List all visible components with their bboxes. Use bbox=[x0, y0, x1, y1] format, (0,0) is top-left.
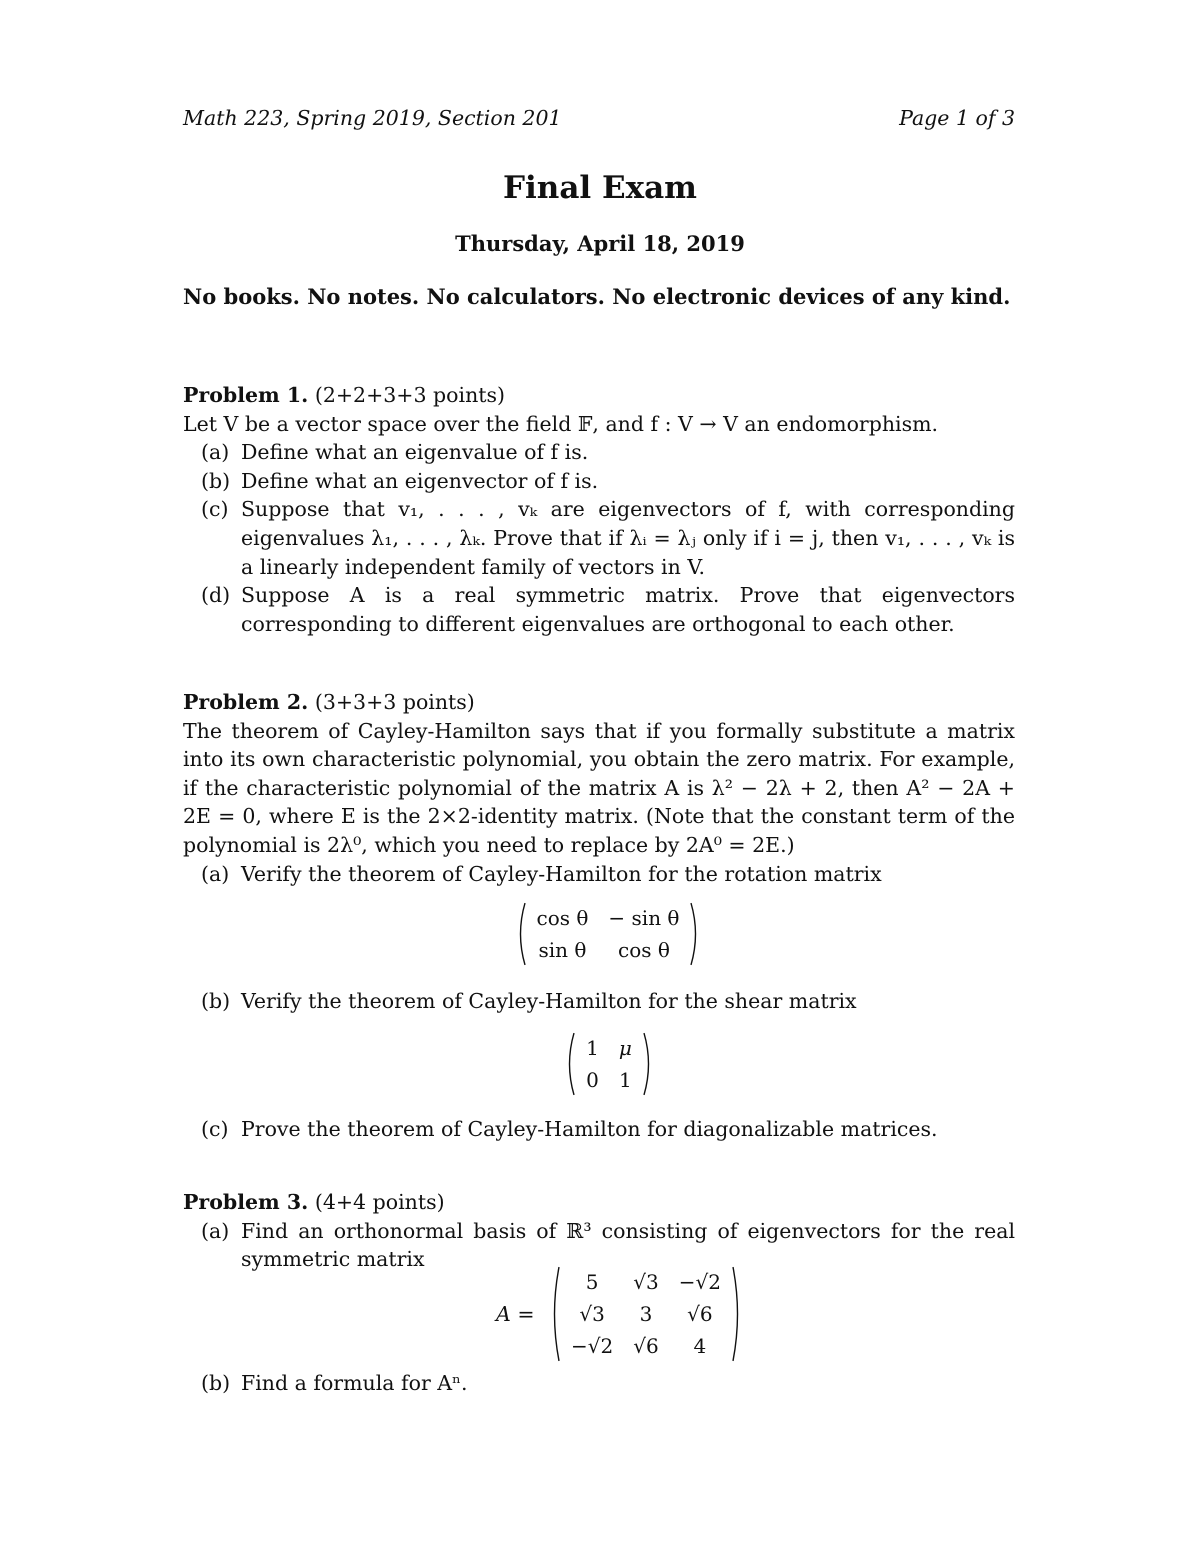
part-label: (d) bbox=[201, 583, 231, 608]
part-label: (a) bbox=[201, 440, 230, 465]
matrix-cell: 3 bbox=[639, 1302, 653, 1326]
matrix-cell: √6 bbox=[687, 1302, 713, 1326]
matrix-cell: 1 bbox=[586, 1036, 599, 1060]
part-text: Prove the theorem of Cayley-Hamilton for diagonalizable matrices. bbox=[241, 1117, 938, 1141]
exam-rules: No books. No notes. No calculators. No electronic devices of any kind. bbox=[183, 284, 1011, 309]
rotation-matrix bbox=[515, 902, 702, 966]
right-paren bbox=[731, 1266, 743, 1362]
matrix-cell: 0 bbox=[586, 1068, 599, 1092]
matrix-cell: √3 bbox=[579, 1302, 605, 1326]
problem-2-part-b bbox=[183, 987, 1015, 1016]
part-label: (a) bbox=[201, 861, 230, 886]
matrix-cell: −√2 bbox=[678, 1270, 721, 1294]
problem-3-title: Problem 3. bbox=[183, 1190, 309, 1214]
shear-matrix-entries bbox=[576, 1032, 642, 1096]
header-course: Math 223, Spring 2019, Section 201 bbox=[183, 106, 562, 130]
matrix-cell: cos θ bbox=[536, 906, 589, 930]
matrix-cell: −√2 bbox=[571, 1334, 614, 1358]
part-text: Suppose that v₁, . . . , vₖ are eigenvectors of f, with corresponding eigenvalues λ₁, . . . , λₖ. Prove that if λᵢ = λⱼ only if i = j, then v₁, . . . , vₖ is a linearly independent family of vectors in V. bbox=[241, 497, 1015, 579]
shear-matrix bbox=[564, 1032, 654, 1096]
problem-2-part-b-block bbox=[183, 987, 1015, 1016]
rotation-matrix-entries bbox=[527, 902, 690, 966]
problem-3-part-b-block bbox=[183, 1369, 1015, 1398]
problem-1-part-a bbox=[183, 438, 1015, 467]
problem-2-heading bbox=[183, 688, 1015, 717]
problem-1-points: (2+2+3+3 points) bbox=[314, 383, 506, 407]
matrix-cell: 4 bbox=[693, 1334, 707, 1358]
part-text: Define what an eigenvalue of f is. bbox=[241, 440, 589, 465]
symmetric-matrix-display bbox=[496, 1266, 743, 1362]
left-paren bbox=[564, 1032, 576, 1096]
problem-2-part-a bbox=[183, 860, 1015, 889]
problem-1 bbox=[183, 381, 1015, 638]
matrix-cell: 1 bbox=[618, 1068, 632, 1092]
problem-2 bbox=[183, 688, 1015, 888]
exam-title: Final Exam bbox=[503, 170, 697, 206]
matrix-cell: √3 bbox=[633, 1270, 659, 1294]
part-text: Define what an eigenvector of f is. bbox=[241, 468, 599, 493]
part-label: (b) bbox=[201, 989, 231, 1013]
part-text: Verify the theorem of Cayley-Hamilton for the shear matrix bbox=[241, 989, 857, 1013]
problem-1-title: Problem 1. bbox=[183, 383, 309, 407]
part-label: (b) bbox=[201, 1371, 231, 1395]
problem-3-heading bbox=[183, 1188, 1015, 1217]
problem-3 bbox=[183, 1188, 1015, 1274]
symmetric-matrix bbox=[549, 1266, 743, 1362]
header-page-number: Page 1 of 3 bbox=[899, 106, 1015, 130]
problem-3-points: (4+4 points) bbox=[314, 1190, 445, 1214]
matrix-cell: − sin θ bbox=[608, 906, 680, 930]
problem-1-part-c bbox=[183, 495, 1015, 581]
rotation-matrix-display bbox=[183, 902, 1033, 966]
matrix-cell: cos θ bbox=[618, 938, 670, 962]
problem-2-points: (3+3+3 points) bbox=[314, 690, 475, 714]
exam-date: Thursday, April 18, 2019 bbox=[455, 231, 745, 256]
problem-2-title: Problem 2. bbox=[183, 690, 309, 714]
part-text: Suppose A is a real symmetric matrix. Prove that eigenvectors corresponding to different eigenvalues are orthogonal to each other. bbox=[241, 583, 1015, 636]
part-label: (a) bbox=[201, 1218, 230, 1243]
problem-1-heading bbox=[183, 381, 1015, 410]
problem-2-intro: The theorem of Cayley-Hamilton says that if you formally substitute a matrix into its own characteristic polynomial, you obtain the zero matrix. For example, if the characteristic polynomial of the matrix A is λ² − 2λ + 2, then A² − 2A + 2E = 0, where E is the 2×2-identity matrix. (Note that the constant term of the polynomial is 2λ⁰, which you need to replace by 2A⁰ = 2E.) bbox=[183, 718, 1015, 857]
left-paren bbox=[549, 1266, 561, 1362]
problem-2-part-c-block bbox=[183, 1115, 1015, 1144]
part-label: (c) bbox=[201, 497, 229, 522]
left-paren bbox=[515, 902, 527, 966]
right-paren bbox=[642, 1032, 654, 1096]
problem-1-part-b bbox=[183, 467, 1015, 496]
symmetric-matrix-entries bbox=[561, 1266, 731, 1362]
problem-3-part-b bbox=[183, 1369, 1015, 1398]
right-paren bbox=[689, 902, 701, 966]
part-text: Find an orthonormal basis of ℝ³ consisting of eigenvectors for the real symmetric matrix bbox=[241, 1218, 1015, 1272]
part-text: Verify the theorem of Cayley-Hamilton for the rotation matrix bbox=[241, 861, 882, 886]
part-label: (c) bbox=[201, 1117, 229, 1141]
matrix-cell: √6 bbox=[633, 1334, 659, 1358]
problem-2-part-c bbox=[183, 1115, 1015, 1144]
matrix-cell: sin θ bbox=[538, 938, 587, 962]
part-label: (b) bbox=[201, 468, 231, 493]
matrix-cell: 5 bbox=[585, 1270, 599, 1294]
matrix-cell: μ bbox=[618, 1036, 632, 1060]
problem-1-part-d bbox=[183, 581, 1015, 638]
problem-1-intro: Let V be a vector space over the field 𝔽, and f : V → V an endomorphism. bbox=[183, 411, 939, 436]
shear-matrix-display bbox=[183, 1032, 1035, 1096]
part-text: Find a formula for Aⁿ. bbox=[241, 1371, 468, 1395]
matrix-lhs: A = bbox=[496, 1301, 535, 1326]
